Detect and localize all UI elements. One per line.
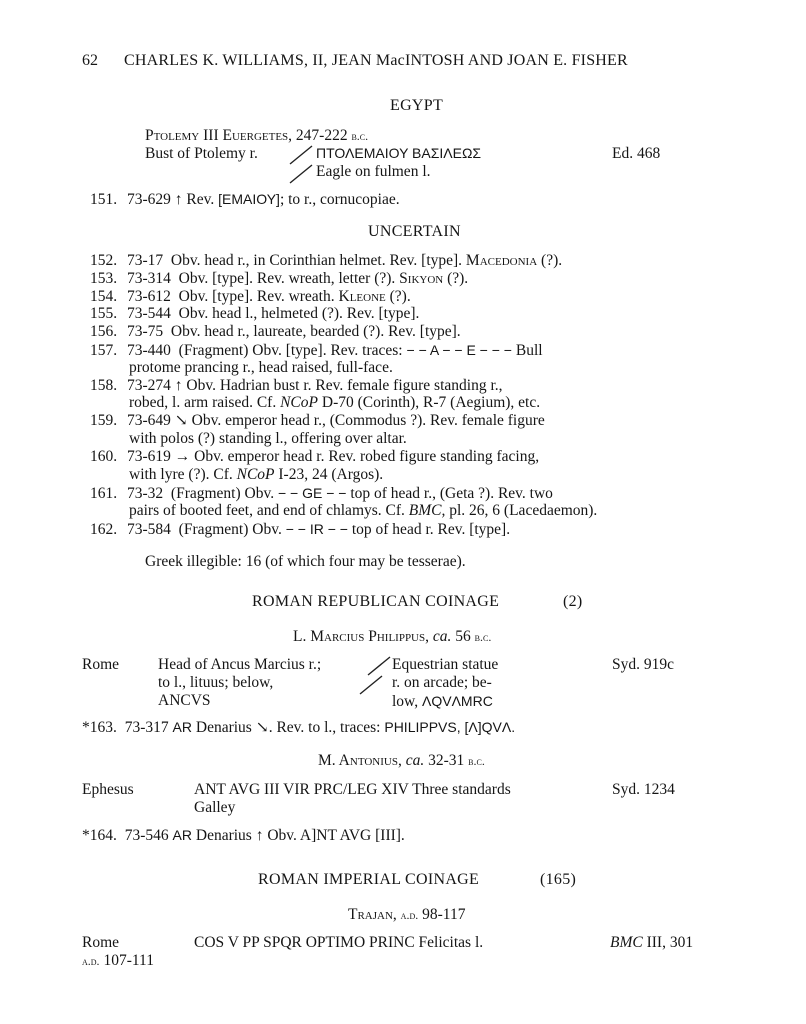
reverse-line3 [392,692,493,711]
inventory-number: 73-546 [124,827,169,844]
greek-legend: [ΕΜΑΙΟΥ] [218,191,280,207]
citation: NCoP [236,466,275,483]
entry-text: Obv. Hadrian bust r. Rev. female figure standing r., [186,377,503,394]
separator-slash-2 [286,163,316,185]
reverse-line2: r. on arcade; be- [392,674,492,691]
catalog-entry-154 [90,288,411,306]
catalog-entry-162 [90,520,510,539]
down-right-arrow-icon: ↘ [174,412,188,429]
emperor-heading [348,906,465,924]
citation: BMC [610,934,643,951]
region-name: Macedonia [465,252,538,269]
catalog-entry-161 [90,484,553,503]
catalog-entry-159 [90,412,545,430]
entry-text: Obv. emperor head r., (Commodus ?). Rev. female figure [191,412,545,429]
inscription-traces: − − IR − − [285,521,348,537]
inventory-number: 73-629 [127,191,171,208]
inventory-number: 73-619 [127,448,171,465]
catalog-entry-156 [90,323,461,341]
entry-number: 158. [90,377,118,394]
down-right-arrow-icon: ↘ [255,719,269,736]
entry-text: Obv. emperor head r. Rev. robed figure standing facing, [194,448,540,465]
entry-text: Rev. [186,191,215,208]
greek-illegible-note: Greek illegible: 16 (of which four may be tesserae). [145,553,466,570]
era: b.c. [474,630,492,644]
entry-text-b: pl. 26, 6 (Lacedaemon). [449,502,598,519]
entry-tail: (?). [389,288,411,305]
catalog-entry-160 [90,448,539,466]
catalog-entry-163 [82,718,515,737]
running-title: CHARLES K. WILLIAMS, II, JEAN MacINTOSH AND JOAN E. FISHER [124,52,628,69]
metal: AR [172,827,192,843]
page-number: 62 [82,52,98,69]
emperor-date: 98-117 [422,906,466,923]
section-heading-imperial: ROMAN IMPERIAL COINAGE [258,871,480,888]
obverse-line2: to l., lituus; below, [158,674,274,691]
entry-text-b: top of head r. Rev. [type]. [351,521,511,538]
entry-number: 154. [90,288,118,305]
separator-slash-2 [356,674,386,696]
entry-text: 73-17 Obv. head r., in Corinthian helmet. Rev. [type]. [127,252,463,269]
entry-text: 73-612 Obv. [type]. Rev. wreath. [127,288,335,305]
entry-tail: (?). [541,252,563,269]
obverse-line3: ANCVS [158,692,211,709]
catalog-entry-155 [90,305,419,323]
entry-text: . Rev. to l., traces: [268,719,381,736]
entry-text-b: Bull [515,342,543,359]
catalog-entry-151 [90,190,400,209]
catalog-entry-164 [82,826,405,845]
catalog-entry-152 [90,252,562,270]
greek-legend: ΠΤΟΛΕΜΑΙΟΥ ΒΑΣΙΛΕΩΣ [316,145,482,161]
coin-description-2: Galley [194,799,236,816]
entry-number: 159. [90,412,118,429]
entry-text-b: D-70 (Corinth), R-7 (Aegium), etc. [321,394,541,411]
reverse-legend: ΛQVΛMRC [422,693,493,709]
era: a.d. [400,908,419,922]
ruler-bc: b.c. [351,129,369,143]
entry-161-line2 [129,502,597,520]
denomination: Denarius [195,719,252,736]
entry-number: 153. [90,270,118,287]
reference-sydenham: Syd. 1234 [612,781,675,798]
entry-text: 73-314 Obv. [type]. Rev. wreath, letter (?). [127,270,396,287]
inscription-traces: − − GE − − [277,485,347,501]
section-heading-republican: ROMAN REPUBLICAN COINAGE [252,593,500,610]
catalog-entry-157 [90,341,543,360]
entry-159-line2: with polos (?) standing l., offering over altar. [129,430,407,447]
reference-bmc [610,934,693,952]
entry-text: pairs of booted feet, and end of chlamys. Cf. [129,502,405,519]
entry-text: Obv. A]NT AVG [III]. [267,827,405,844]
inventory-number: 73-649 [127,412,171,429]
inventory-number: 73-317 [124,719,169,736]
mint-name: Rome [82,656,120,673]
entry-number: 151. [90,191,118,208]
section-count: (2) [563,593,583,610]
coin-description: ANT AVG III VIR PRC/LEG XIV Three standards [194,781,511,798]
entry-160-line2 [129,466,383,484]
region-name: Kleone [338,288,386,305]
catalog-entry-153 [90,270,468,288]
region-name: Sikyon [399,270,444,287]
obverse-description: Bust of Ptolemy r. [145,145,258,162]
entry-text: 73-32 (Fragment) Obv. [127,485,275,502]
reverse-line1: Equestrian statue [392,656,499,673]
coin-legend: PHILIPPVS, [Λ]QVΛ. [384,719,516,735]
mint-dates [82,952,154,970]
citation: NCoP [280,394,318,411]
entry-number: 157. [90,342,118,359]
entry-number: 156. [90,323,118,340]
reference-ed: Ed. 468 [612,145,661,162]
ruler-line [145,127,368,145]
entry-number: 160. [90,448,118,465]
entry-text: with lyre (?). Cf. [129,466,233,483]
moneyer-name: L. Marcius Philippus, [293,628,429,645]
section-heading-uncertain: UNCERTAIN [368,223,461,240]
entry-text-b: I-23, 24 (Argos). [278,466,384,483]
ruler-dates: 247-222 [295,127,348,144]
moneyer-heading-2 [318,752,485,770]
emperor-name: Trajan, [348,906,397,923]
entry-158-line2 [129,394,540,412]
up-arrow-icon: ↑ [255,827,264,844]
entry-number: 152. [90,252,118,269]
entry-number: *164. [82,827,117,844]
catalog-entry-158 [90,377,503,395]
up-arrow-icon: ↑ [174,191,183,208]
reverse-text: low, [392,693,419,710]
entry-text-b: top of head r., (Geta ?). Rev. two [350,485,553,502]
entry-number: 161. [90,485,118,502]
moneyer-name: M. Antonius, [318,752,402,769]
entry-text: 73-440 (Fragment) Obv. [type]. Rev. traces: [127,342,403,359]
entry-text: 73-584 (Fragment) Obv. [127,521,282,538]
circa: ca. [405,752,425,769]
entry-number: 155. [90,305,118,322]
up-arrow-icon: ↑ [174,377,183,394]
denomination: Denarius [195,827,252,844]
entry-text: robed, l. arm raised. Cf. [129,394,277,411]
era: b.c. [468,754,485,768]
circa: ca. [432,628,452,645]
right-arrow-icon: → [174,448,191,465]
moneyer-date: 56 [455,628,471,645]
coin-description: COS V PP SPQR OPTIMO PRINC Felicitas l. [194,934,484,951]
entry-number: *163. [82,719,117,736]
inventory-number: 73-274 [127,377,171,394]
moneyer-heading [293,628,491,646]
entry-number: 162. [90,521,118,538]
date-range: 107-111 [103,952,154,969]
metal: AR [172,719,192,735]
entry-text-tail: ; to r., cornucopiae. [279,191,400,208]
section-heading-egypt: EGYPT [390,97,444,114]
section-count: (165) [540,871,577,888]
entry-text: 73-75 Obv. head r., laureate, bearded (?). Rev. [type]. [127,323,461,340]
reference-sydenham: Syd. 919c [612,656,674,673]
citation: BMC, [408,502,446,519]
entry-text: 73-544 Obv. head l., helmeted (?). Rev. [type]. [127,305,420,322]
mint-name: Rome [82,934,120,951]
moneyer-date: 32-31 [428,752,465,769]
entry-tail: (?). [447,270,469,287]
reverse-description: Eagle on fulmen l. [316,163,431,180]
reference-volume: III, 301 [646,934,694,951]
era: a.d. [82,954,100,968]
entry-157-line2: protome prancing r., head raised, full-face. [129,359,393,376]
ruler-name: Ptolemy III Euergetes, [145,127,293,144]
obverse-line1: Head of Ancus Marcius r.; [158,656,322,673]
mint-name: Ephesus [82,781,134,798]
inscription-traces: − − A − − E − − − [406,342,512,358]
